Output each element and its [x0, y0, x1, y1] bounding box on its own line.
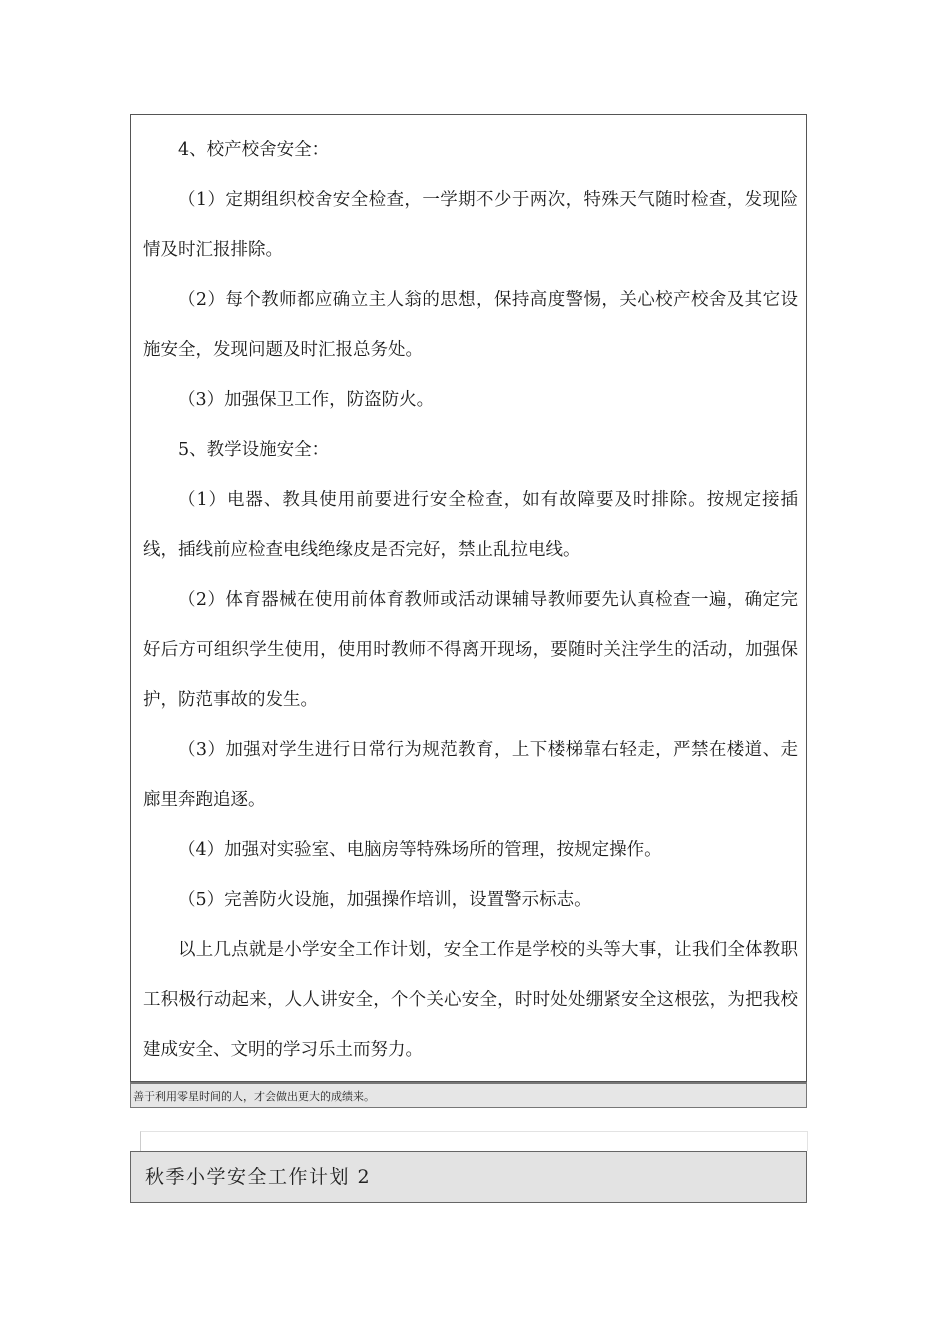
- paragraph-5-3: （3）加强对学生进行日常行为规范教育，上下楼梯靠右轻走，严禁在楼道、走廊里奔跑追逐。: [143, 740, 798, 810]
- content-box: [130, 114, 807, 1082]
- paragraph-5-2: （2）体育器械在使用前体育教师或活动课辅导教师要先认真检查一遍，确定完好后方可组织学生使用，使用时教师不得离开现场，要随时关注学生的活动，加强保护，防范事故的发生。: [143, 590, 798, 710]
- paragraph-5-4: （4）加强对实验室、电脑房等特殊场所的管理，按规定操作。: [178, 840, 662, 860]
- next-section-title: 秋季小学安全工作计划 2: [145, 1166, 372, 1188]
- footer-quote-bar: [130, 1082, 807, 1108]
- paragraph-4-3: （3）加强保卫工作，防盗防火。: [178, 390, 435, 410]
- paragraph-4-2: （2）每个教师都应确立主人翁的思想，保持高度警惕，关心校产校舍及其它设施安全，发现问题及时汇报总务处。: [143, 290, 798, 360]
- section-heading-5: 5、教学设施安全：: [178, 440, 330, 460]
- section-heading-4: 4、校产校舍安全：: [178, 140, 330, 160]
- next-section-title-box: [130, 1151, 807, 1203]
- paragraph-5-1: （1）电器、教具使用前要进行安全检查，如有故障要及时排除。按规定接插线，插线前应检查电线绝缘皮是否完好，禁止乱拉电线。: [143, 490, 798, 560]
- conclusion-paragraph: 以上几点就是小学安全工作计划，安全工作是学校的头等大事，让我们全体教职工积极行动起来，人人讲安全，个个关心安全，时时处处绷紧安全这根弦，为把我校建成安全、文明的学习乐土而努力。: [143, 940, 798, 1060]
- paragraph-5-5: （5）完善防火设施，加强操作培训，设置警示标志。: [178, 890, 592, 910]
- separator-frame: [140, 1131, 808, 1151]
- footer-quote: 善于利用零星时间的人，才会做出更大的成绩来。: [133, 1090, 375, 1103]
- paragraph-4-1: （1）定期组织校舍安全检查，一学期不少于两次，特殊天气随时检查，发现险情及时汇报排除。: [143, 190, 798, 260]
- document-body: [143, 125, 798, 1075]
